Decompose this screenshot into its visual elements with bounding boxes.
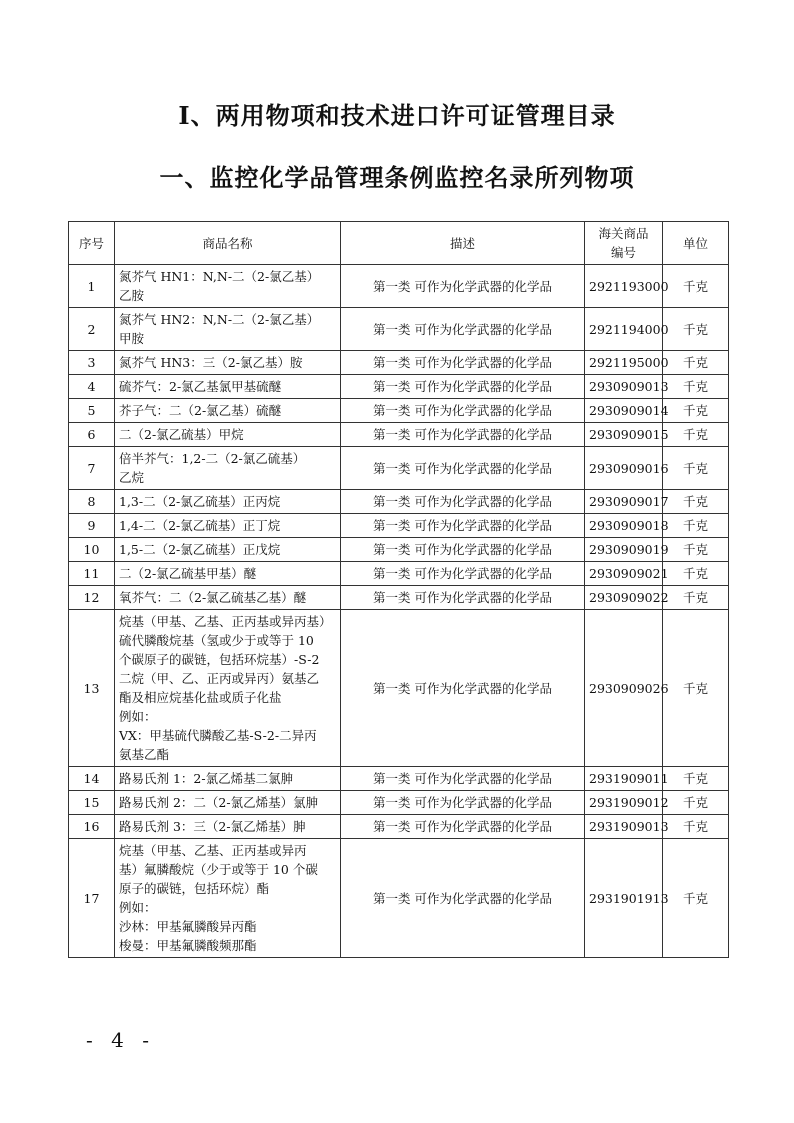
description: 第一类 可作为化学武器的化学品 — [341, 815, 585, 839]
row-number: 10 — [69, 538, 115, 562]
row-number: 11 — [69, 562, 115, 586]
customs-code: 2930909015 — [585, 423, 663, 447]
catalog-table — [68, 221, 729, 958]
product-name: 硫芥气：2-氯乙基氯甲基硫醚 — [115, 375, 341, 399]
table-row — [69, 423, 729, 447]
description: 第一类 可作为化学武器的化学品 — [341, 839, 585, 958]
row-number: 1 — [69, 265, 115, 308]
row-number: 6 — [69, 423, 115, 447]
row-number: 14 — [69, 767, 115, 791]
table-body — [69, 265, 729, 958]
table-row — [69, 839, 729, 958]
product-name: 倍半芥气：1,2-二（2-氯乙硫基） 乙烷 — [115, 447, 341, 490]
row-number: 9 — [69, 514, 115, 538]
description: 第一类 可作为化学武器的化学品 — [341, 538, 585, 562]
unit: 千克 — [663, 375, 729, 399]
description: 第一类 可作为化学武器的化学品 — [341, 447, 585, 490]
unit: 千克 — [663, 351, 729, 375]
description: 第一类 可作为化学武器的化学品 — [341, 308, 585, 351]
description: 第一类 可作为化学武器的化学品 — [341, 265, 585, 308]
row-number: 17 — [69, 839, 115, 958]
description: 第一类 可作为化学武器的化学品 — [341, 767, 585, 791]
product-name: 氮芥气 HN1：N,N-二（2-氯乙基） 乙胺 — [115, 265, 341, 308]
table-row — [69, 815, 729, 839]
unit: 千克 — [663, 514, 729, 538]
table-row — [69, 767, 729, 791]
table-row — [69, 562, 729, 586]
customs-code: 2930909026 — [585, 610, 663, 767]
description: 第一类 可作为化学武器的化学品 — [341, 351, 585, 375]
row-number: 3 — [69, 351, 115, 375]
unit: 千克 — [663, 562, 729, 586]
customs-code: 2921194000 — [585, 308, 663, 351]
table-row — [69, 586, 729, 610]
row-number: 15 — [69, 791, 115, 815]
unit: 千克 — [663, 839, 729, 958]
header-desc: 描述 — [341, 222, 585, 265]
row-number: 4 — [69, 375, 115, 399]
row-number: 5 — [69, 399, 115, 423]
description: 第一类 可作为化学武器的化学品 — [341, 375, 585, 399]
table-row — [69, 399, 729, 423]
header-unit: 单位 — [663, 222, 729, 265]
customs-code: 2930909013 — [585, 375, 663, 399]
header-code: 海关商品 编号 — [585, 222, 663, 265]
customs-code: 2931909012 — [585, 791, 663, 815]
unit: 千克 — [663, 791, 729, 815]
description: 第一类 可作为化学武器的化学品 — [341, 514, 585, 538]
description: 第一类 可作为化学武器的化学品 — [341, 586, 585, 610]
row-number: 8 — [69, 490, 115, 514]
description: 第一类 可作为化学武器的化学品 — [341, 562, 585, 586]
customs-code: 2930909017 — [585, 490, 663, 514]
product-name: 二（2-氯乙硫基）甲烷 — [115, 423, 341, 447]
product-name: 1,4-二（2-氯乙硫基）正丁烷 — [115, 514, 341, 538]
row-number: 12 — [69, 586, 115, 610]
table-row — [69, 514, 729, 538]
page-number: - 4 - — [86, 1028, 155, 1052]
product-name: 1,5-二（2-氯乙硫基）正戊烷 — [115, 538, 341, 562]
product-name: 路易氏剂 1：2-氯乙烯基二氯胂 — [115, 767, 341, 791]
unit: 千克 — [663, 490, 729, 514]
unit: 千克 — [663, 399, 729, 423]
customs-code: 2921195000 — [585, 351, 663, 375]
customs-code: 2930909018 — [585, 514, 663, 538]
customs-code: 2921193000 — [585, 265, 663, 308]
customs-code: 2930909022 — [585, 586, 663, 610]
product-name: 二（2-氯乙硫基甲基）醚 — [115, 562, 341, 586]
unit: 千克 — [663, 586, 729, 610]
customs-code: 2931909013 — [585, 815, 663, 839]
product-name: 氮芥气 HN3：三（2-氯乙基）胺 — [115, 351, 341, 375]
table-row — [69, 351, 729, 375]
table-row — [69, 791, 729, 815]
table-row — [69, 375, 729, 399]
table-row — [69, 610, 729, 767]
description: 第一类 可作为化学武器的化学品 — [341, 791, 585, 815]
product-name: 烷基（甲基、乙基、正丙基或异丙基） 硫代膦酸烷基（氢或少于或等于 10 个碳原子的碳链，包括环烷基）-S-2 二烷（甲、乙、正丙或异丙）氨基乙 酯及相应烷基化盐或质子化盐 例如： VX：甲基硫代膦酸乙基-S-2-二异丙 氨基乙酯 — [115, 610, 341, 767]
unit: 千克 — [663, 538, 729, 562]
header-no: 序号 — [69, 222, 115, 265]
row-number: 13 — [69, 610, 115, 767]
table-row — [69, 490, 729, 514]
customs-code: 2930909014 — [585, 399, 663, 423]
row-number: 2 — [69, 308, 115, 351]
customs-code: 2931909011 — [585, 767, 663, 791]
table-header-row — [69, 222, 729, 265]
product-name: 芥子气：二（2-氯乙基）硫醚 — [115, 399, 341, 423]
section-title: 一、监控化学品管理条例监控名录所列物项 — [159, 163, 635, 192]
unit: 千克 — [663, 308, 729, 351]
product-name: 路易氏剂 2：二（2-氯乙烯基）氯胂 — [115, 791, 341, 815]
unit: 千克 — [663, 265, 729, 308]
unit: 千克 — [663, 767, 729, 791]
customs-code: 2931901913 — [585, 839, 663, 958]
table-row — [69, 265, 729, 308]
table-row — [69, 308, 729, 351]
product-name: 烷基（甲基、乙基、正丙基或异丙 基）氟膦酸烷（少于或等于 10 个碳 原子的碳链，包括环烷）酯 例如： 沙林：甲基氟膦酸异丙酯 梭曼：甲基氟膦酸频那酯 — [115, 839, 341, 958]
header-name: 商品名称 — [115, 222, 341, 265]
document-title: Ⅰ、两用物项和技术进口许可证管理目录 — [178, 101, 616, 130]
row-number: 7 — [69, 447, 115, 490]
product-name: 路易氏剂 3：三（2-氯乙烯基）胂 — [115, 815, 341, 839]
unit: 千克 — [663, 610, 729, 767]
description: 第一类 可作为化学武器的化学品 — [341, 610, 585, 767]
product-name: 1,3-二（2-氯乙硫基）正丙烷 — [115, 490, 341, 514]
table-row — [69, 538, 729, 562]
description: 第一类 可作为化学武器的化学品 — [341, 423, 585, 447]
row-number: 16 — [69, 815, 115, 839]
product-name: 氮芥气 HN2：N,N-二（2-氯乙基） 甲胺 — [115, 308, 341, 351]
customs-code: 2930909019 — [585, 538, 663, 562]
unit: 千克 — [663, 447, 729, 490]
customs-code: 2930909021 — [585, 562, 663, 586]
unit: 千克 — [663, 423, 729, 447]
unit: 千克 — [663, 815, 729, 839]
customs-code: 2930909016 — [585, 447, 663, 490]
description: 第一类 可作为化学武器的化学品 — [341, 490, 585, 514]
description: 第一类 可作为化学武器的化学品 — [341, 399, 585, 423]
product-name: 氧芥气：二（2-氯乙硫基乙基）醚 — [115, 586, 341, 610]
table-row — [69, 447, 729, 490]
